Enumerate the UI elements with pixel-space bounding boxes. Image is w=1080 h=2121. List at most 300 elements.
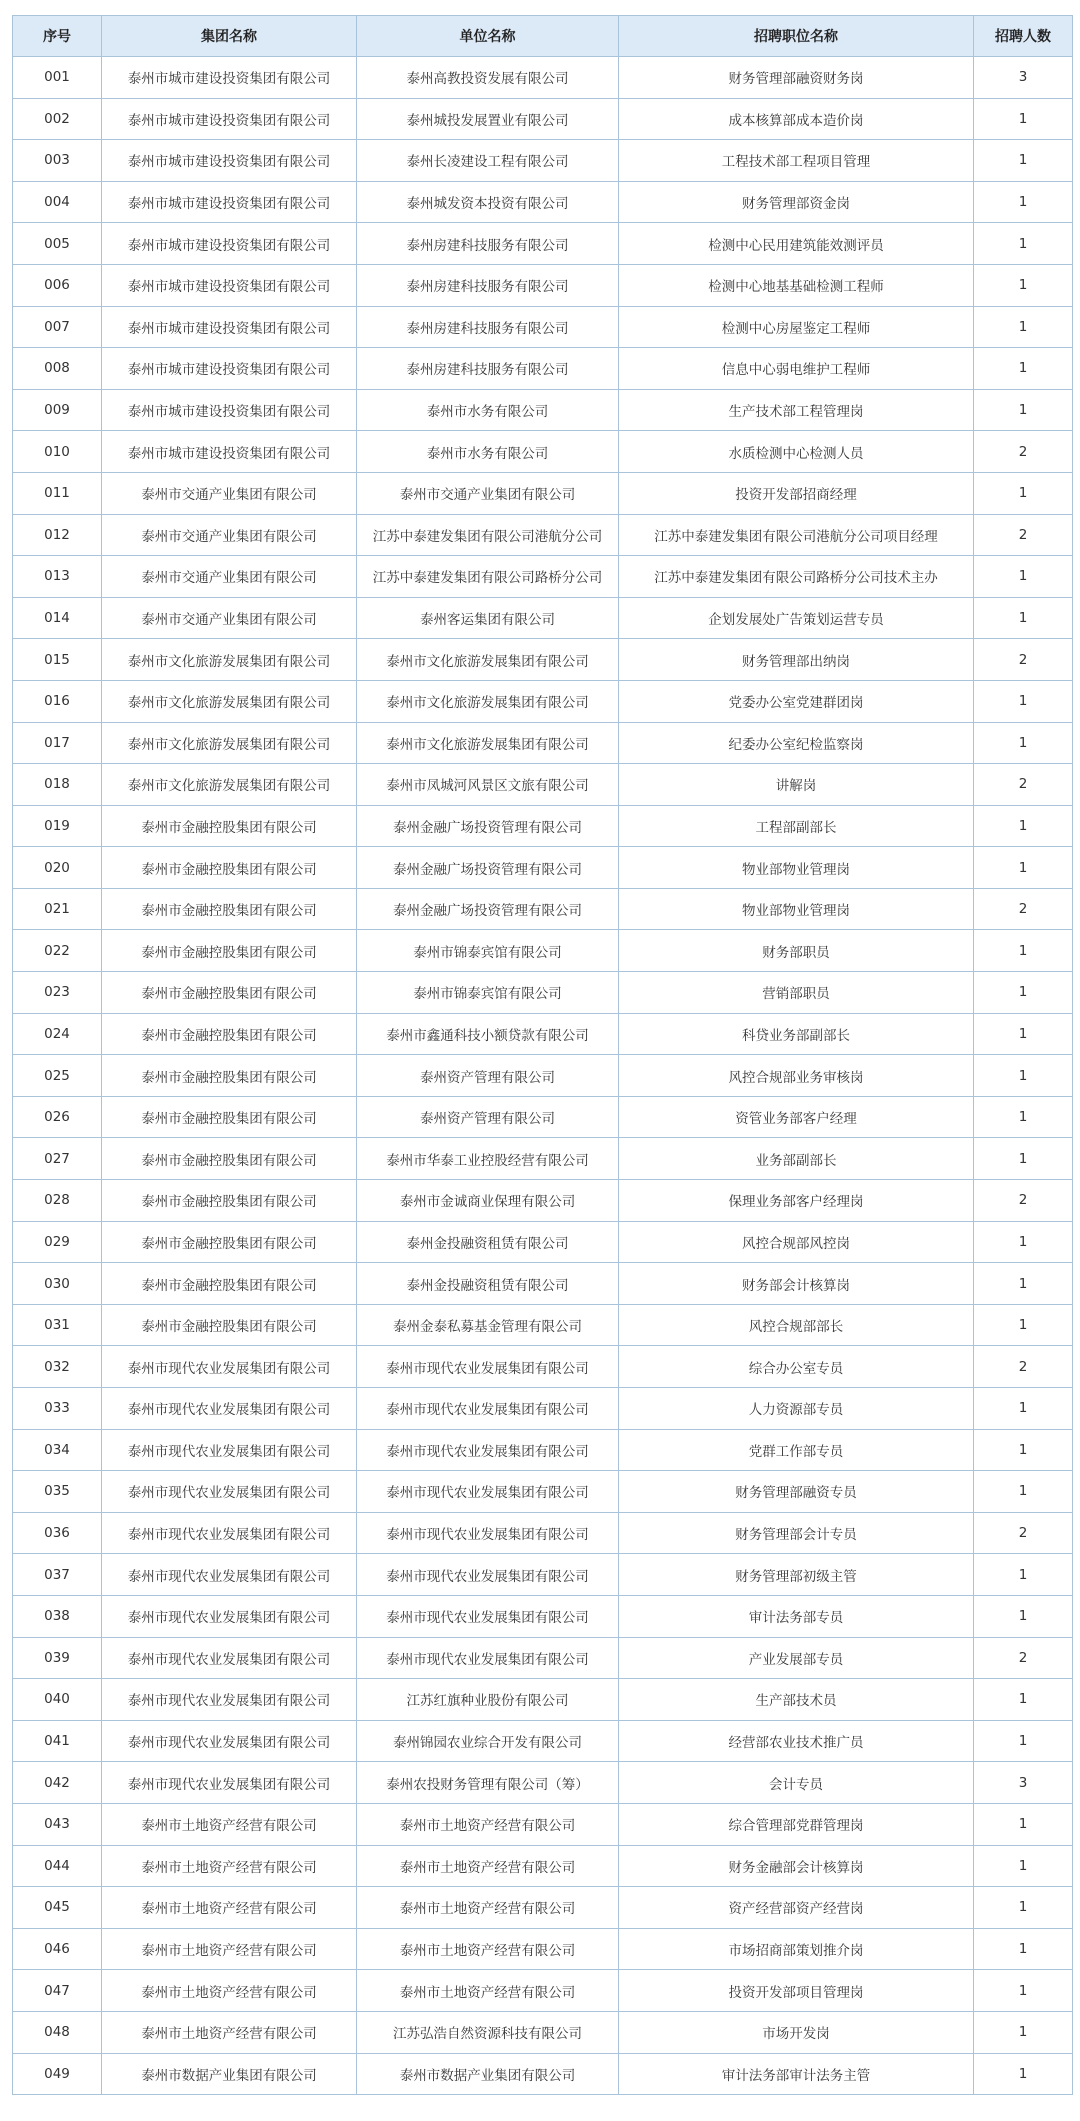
cell-headcount: 2 <box>974 888 1073 930</box>
cell-unit-name: 泰州房建科技服务有限公司 <box>357 348 619 390</box>
cell-serial: 039 <box>13 1637 102 1679</box>
table-row <box>13 181 1073 223</box>
table-row <box>13 2011 1073 2053</box>
cell-group-name: 泰州市金融控股集团有限公司 <box>102 805 357 847</box>
cell-group-name: 泰州市土地资产经营有限公司 <box>102 1928 357 1970</box>
cell-headcount: 1 <box>974 181 1073 223</box>
cell-unit-name: 泰州房建科技服务有限公司 <box>357 223 619 265</box>
cell-serial: 048 <box>13 2011 102 2053</box>
cell-group-name: 泰州市金融控股集团有限公司 <box>102 1221 357 1263</box>
cell-position-name: 会计专员 <box>619 1762 974 1804</box>
cell-headcount: 1 <box>974 1055 1073 1097</box>
cell-unit-name: 泰州市现代农业发展集团有限公司 <box>357 1512 619 1554</box>
cell-headcount: 1 <box>974 847 1073 889</box>
cell-group-name: 泰州市文化旅游发展集团有限公司 <box>102 764 357 806</box>
cell-headcount: 1 <box>974 1554 1073 1596</box>
cell-unit-name: 泰州房建科技服务有限公司 <box>357 306 619 348</box>
cell-position-name: 工程技术部工程项目管理 <box>619 140 974 182</box>
cell-position-name: 物业部物业管理岗 <box>619 888 974 930</box>
cell-group-name: 泰州市土地资产经营有限公司 <box>102 2011 357 2053</box>
cell-headcount: 1 <box>974 1138 1073 1180</box>
cell-group-name: 泰州市城市建设投资集团有限公司 <box>102 57 357 99</box>
cell-headcount: 2 <box>974 1512 1073 1554</box>
cell-headcount: 1 <box>974 930 1073 972</box>
table-row <box>13 1595 1073 1637</box>
cell-serial: 009 <box>13 389 102 431</box>
cell-serial: 008 <box>13 348 102 390</box>
cell-serial: 016 <box>13 680 102 722</box>
cell-unit-name: 泰州市土地资产经营有限公司 <box>357 1970 619 2012</box>
cell-group-name: 泰州市交通产业集团有限公司 <box>102 472 357 514</box>
cell-position-name: 资产经营部资产经营岗 <box>619 1887 974 1929</box>
cell-serial: 001 <box>13 57 102 99</box>
cell-position-name: 产业发展部专员 <box>619 1637 974 1679</box>
cell-headcount: 1 <box>974 556 1073 598</box>
cell-position-name: 检测中心民用建筑能效测评员 <box>619 223 974 265</box>
table-row <box>13 1762 1073 1804</box>
cell-headcount: 2 <box>974 1637 1073 1679</box>
cell-position-name: 信息中心弱电维护工程师 <box>619 348 974 390</box>
table-row <box>13 1429 1073 1471</box>
cell-group-name: 泰州市现代农业发展集团有限公司 <box>102 1512 357 1554</box>
cell-headcount: 2 <box>974 514 1073 556</box>
cell-group-name: 泰州市城市建设投资集团有限公司 <box>102 181 357 223</box>
cell-position-name: 企划发展处广告策划运营专员 <box>619 597 974 639</box>
cell-serial: 022 <box>13 930 102 972</box>
cell-headcount: 2 <box>974 764 1073 806</box>
table-row <box>13 1803 1073 1845</box>
table-row <box>13 1096 1073 1138</box>
cell-unit-name: 泰州市交通产业集团有限公司 <box>357 472 619 514</box>
table-row <box>13 805 1073 847</box>
cell-position-name: 业务部副部长 <box>619 1138 974 1180</box>
cell-unit-name: 泰州资产管理有限公司 <box>357 1055 619 1097</box>
cell-serial: 026 <box>13 1096 102 1138</box>
cell-position-name: 财务管理部融资专员 <box>619 1471 974 1513</box>
cell-serial: 035 <box>13 1471 102 1513</box>
cell-group-name: 泰州市金融控股集团有限公司 <box>102 1304 357 1346</box>
cell-group-name: 泰州市金融控股集团有限公司 <box>102 847 357 889</box>
table-row <box>13 1845 1073 1887</box>
cell-group-name: 泰州市城市建设投资集团有限公司 <box>102 431 357 473</box>
cell-unit-name: 泰州市土地资产经营有限公司 <box>357 1887 619 1929</box>
cell-group-name: 泰州市土地资产经营有限公司 <box>102 1845 357 1887</box>
cell-position-name: 物业部物业管理岗 <box>619 847 974 889</box>
cell-headcount: 1 <box>974 1928 1073 1970</box>
table-row <box>13 140 1073 182</box>
cell-position-name: 财务管理部初级主管 <box>619 1554 974 1596</box>
cell-group-name: 泰州市城市建设投资集团有限公司 <box>102 223 357 265</box>
cell-serial: 024 <box>13 1013 102 1055</box>
table-row <box>13 1221 1073 1263</box>
cell-position-name: 综合办公室专员 <box>619 1346 974 1388</box>
cell-unit-name: 泰州城投发展置业有限公司 <box>357 98 619 140</box>
cell-position-name: 财务部会计核算岗 <box>619 1263 974 1305</box>
cell-position-name: 人力资源部专员 <box>619 1388 974 1430</box>
cell-headcount: 1 <box>974 2053 1073 2095</box>
cell-serial: 029 <box>13 1221 102 1263</box>
cell-unit-name: 泰州市鑫通科技小额贷款有限公司 <box>357 1013 619 1055</box>
table-row <box>13 1138 1073 1180</box>
cell-unit-name: 泰州市锦泰宾馆有限公司 <box>357 930 619 972</box>
cell-position-name: 风控合规部风控岗 <box>619 1221 974 1263</box>
cell-group-name: 泰州市金融控股集团有限公司 <box>102 1263 357 1305</box>
cell-position-name: 党委办公室党建群团岗 <box>619 680 974 722</box>
cell-group-name: 泰州市城市建设投资集团有限公司 <box>102 264 357 306</box>
table-row <box>13 389 1073 431</box>
table-row <box>13 639 1073 681</box>
cell-serial: 023 <box>13 972 102 1014</box>
cell-headcount: 1 <box>974 1096 1073 1138</box>
cell-unit-name: 泰州市金诚商业保理有限公司 <box>357 1180 619 1222</box>
cell-unit-name: 泰州金投融资租赁有限公司 <box>357 1263 619 1305</box>
cell-unit-name: 江苏红旗种业股份有限公司 <box>357 1679 619 1721</box>
cell-headcount: 1 <box>974 1970 1073 2012</box>
table-row <box>13 1512 1073 1554</box>
cell-position-name: 资管业务部客户经理 <box>619 1096 974 1138</box>
cell-unit-name: 泰州金融广场投资管理有限公司 <box>357 805 619 847</box>
cell-serial: 042 <box>13 1762 102 1804</box>
cell-unit-name: 泰州市凤城河风景区文旅有限公司 <box>357 764 619 806</box>
cell-serial: 006 <box>13 264 102 306</box>
cell-serial: 025 <box>13 1055 102 1097</box>
cell-position-name: 成本核算部成本造价岗 <box>619 98 974 140</box>
table-row <box>13 1554 1073 1596</box>
cell-serial: 007 <box>13 306 102 348</box>
cell-headcount: 3 <box>974 57 1073 99</box>
table-row <box>13 888 1073 930</box>
cell-unit-name: 泰州市华泰工业控股经营有限公司 <box>357 1138 619 1180</box>
cell-serial: 018 <box>13 764 102 806</box>
cell-position-name: 保理业务部客户经理岗 <box>619 1180 974 1222</box>
cell-position-name: 检测中心地基基础检测工程师 <box>619 264 974 306</box>
cell-unit-name: 泰州市现代农业发展集团有限公司 <box>357 1388 619 1430</box>
table-row <box>13 1970 1073 2012</box>
cell-unit-name: 泰州市数据产业集团有限公司 <box>357 2053 619 2095</box>
cell-headcount: 1 <box>974 722 1073 764</box>
cell-headcount: 2 <box>974 431 1073 473</box>
cell-group-name: 泰州市土地资产经营有限公司 <box>102 1887 357 1929</box>
cell-group-name: 泰州市文化旅游发展集团有限公司 <box>102 722 357 764</box>
table-row <box>13 1346 1073 1388</box>
cell-serial: 046 <box>13 1928 102 1970</box>
cell-headcount: 1 <box>974 805 1073 847</box>
cell-headcount: 1 <box>974 1471 1073 1513</box>
cell-group-name: 泰州市金融控股集团有限公司 <box>102 972 357 1014</box>
cell-unit-name: 泰州金投融资租赁有限公司 <box>357 1221 619 1263</box>
cell-unit-name: 泰州锦园农业综合开发有限公司 <box>357 1720 619 1762</box>
table-row <box>13 556 1073 598</box>
cell-headcount: 1 <box>974 597 1073 639</box>
cell-position-name: 投资开发部招商经理 <box>619 472 974 514</box>
table-row <box>13 847 1073 889</box>
table-row <box>13 1679 1073 1721</box>
cell-headcount: 1 <box>974 1595 1073 1637</box>
cell-group-name: 泰州市城市建设投资集团有限公司 <box>102 306 357 348</box>
cell-group-name: 泰州市金融控股集团有限公司 <box>102 1055 357 1097</box>
cell-headcount: 1 <box>974 1388 1073 1430</box>
table-row <box>13 1720 1073 1762</box>
cell-group-name: 泰州市交通产业集团有限公司 <box>102 597 357 639</box>
table-row <box>13 1928 1073 1970</box>
cell-unit-name: 泰州市现代农业发展集团有限公司 <box>357 1595 619 1637</box>
cell-serial: 020 <box>13 847 102 889</box>
cell-unit-name: 泰州市土地资产经营有限公司 <box>357 1845 619 1887</box>
cell-serial: 036 <box>13 1512 102 1554</box>
table-header <box>13 16 1073 57</box>
table-row <box>13 1887 1073 1929</box>
cell-unit-name: 泰州市现代农业发展集团有限公司 <box>357 1346 619 1388</box>
table-row <box>13 1263 1073 1305</box>
cell-serial: 049 <box>13 2053 102 2095</box>
cell-unit-name: 泰州金融广场投资管理有限公司 <box>357 847 619 889</box>
cell-position-name: 风控合规部部长 <box>619 1304 974 1346</box>
table-row <box>13 2053 1073 2095</box>
cell-position-name: 财务管理部会计专员 <box>619 1512 974 1554</box>
table-row <box>13 223 1073 265</box>
cell-headcount: 1 <box>974 1887 1073 1929</box>
header-headcount: 招聘人数 <box>974 16 1073 57</box>
cell-unit-name: 泰州高教投资发展有限公司 <box>357 57 619 99</box>
cell-unit-name: 泰州市土地资产经营有限公司 <box>357 1928 619 1970</box>
cell-headcount: 2 <box>974 1180 1073 1222</box>
cell-serial: 045 <box>13 1887 102 1929</box>
cell-unit-name: 泰州市文化旅游发展集团有限公司 <box>357 722 619 764</box>
cell-position-name: 市场招商部策划推介岗 <box>619 1928 974 1970</box>
cell-unit-name: 泰州金融广场投资管理有限公司 <box>357 888 619 930</box>
cell-headcount: 1 <box>974 389 1073 431</box>
cell-group-name: 泰州市金融控股集团有限公司 <box>102 1180 357 1222</box>
cell-headcount: 1 <box>974 223 1073 265</box>
cell-serial: 014 <box>13 597 102 639</box>
cell-unit-name: 泰州市文化旅游发展集团有限公司 <box>357 639 619 681</box>
cell-unit-name: 泰州农投财务管理有限公司（筹） <box>357 1762 619 1804</box>
cell-position-name: 投资开发部项目管理岗 <box>619 1970 974 2012</box>
cell-headcount: 1 <box>974 2011 1073 2053</box>
cell-group-name: 泰州市现代农业发展集团有限公司 <box>102 1595 357 1637</box>
cell-group-name: 泰州市现代农业发展集团有限公司 <box>102 1346 357 1388</box>
cell-group-name: 泰州市金融控股集团有限公司 <box>102 930 357 972</box>
table-row <box>13 57 1073 99</box>
cell-group-name: 泰州市现代农业发展集团有限公司 <box>102 1762 357 1804</box>
table-row <box>13 597 1073 639</box>
cell-unit-name: 泰州市土地资产经营有限公司 <box>357 1803 619 1845</box>
cell-group-name: 泰州市现代农业发展集团有限公司 <box>102 1554 357 1596</box>
cell-unit-name: 泰州市现代农业发展集团有限公司 <box>357 1637 619 1679</box>
cell-group-name: 泰州市金融控股集团有限公司 <box>102 888 357 930</box>
cell-group-name: 泰州市现代农业发展集团有限公司 <box>102 1388 357 1430</box>
cell-headcount: 1 <box>974 1304 1073 1346</box>
cell-group-name: 泰州市土地资产经营有限公司 <box>102 1970 357 2012</box>
table-row <box>13 472 1073 514</box>
cell-position-name: 检测中心房屋鉴定工程师 <box>619 306 974 348</box>
table-row <box>13 1388 1073 1430</box>
cell-unit-name: 江苏中泰建发集团有限公司港航分公司 <box>357 514 619 556</box>
cell-group-name: 泰州市城市建设投资集团有限公司 <box>102 98 357 140</box>
cell-position-name: 审计法务部审计法务主管 <box>619 2053 974 2095</box>
table-row <box>13 306 1073 348</box>
cell-position-name: 生产部技术员 <box>619 1679 974 1721</box>
table-row <box>13 348 1073 390</box>
cell-headcount: 1 <box>974 1429 1073 1471</box>
cell-serial: 032 <box>13 1346 102 1388</box>
cell-group-name: 泰州市文化旅游发展集团有限公司 <box>102 639 357 681</box>
table-row <box>13 1180 1073 1222</box>
cell-position-name: 财务管理部资金岗 <box>619 181 974 223</box>
cell-serial: 017 <box>13 722 102 764</box>
table-row <box>13 972 1073 1014</box>
cell-group-name: 泰州市现代农业发展集团有限公司 <box>102 1679 357 1721</box>
cell-position-name: 财务部职员 <box>619 930 974 972</box>
cell-group-name: 泰州市现代农业发展集团有限公司 <box>102 1429 357 1471</box>
table-body <box>13 57 1073 2095</box>
cell-headcount: 1 <box>974 1845 1073 1887</box>
cell-group-name: 泰州市金融控股集团有限公司 <box>102 1013 357 1055</box>
cell-headcount: 1 <box>974 1221 1073 1263</box>
cell-serial: 010 <box>13 431 102 473</box>
header-position-name: 招聘职位名称 <box>619 16 974 57</box>
cell-unit-name: 江苏中泰建发集团有限公司路桥分公司 <box>357 556 619 598</box>
cell-serial: 040 <box>13 1679 102 1721</box>
table-row <box>13 764 1073 806</box>
cell-headcount: 1 <box>974 972 1073 1014</box>
header-group-name: 集团名称 <box>102 16 357 57</box>
cell-unit-name: 泰州资产管理有限公司 <box>357 1096 619 1138</box>
table-row <box>13 680 1073 722</box>
cell-serial: 015 <box>13 639 102 681</box>
cell-position-name: 风控合规部业务审核岗 <box>619 1055 974 1097</box>
cell-unit-name: 泰州市文化旅游发展集团有限公司 <box>357 680 619 722</box>
cell-position-name: 市场开发岗 <box>619 2011 974 2053</box>
cell-serial: 034 <box>13 1429 102 1471</box>
cell-position-name: 财务管理部融资财务岗 <box>619 57 974 99</box>
cell-headcount: 1 <box>974 1679 1073 1721</box>
cell-serial: 004 <box>13 181 102 223</box>
cell-position-name: 生产技术部工程管理岗 <box>619 389 974 431</box>
cell-position-name: 纪委办公室纪检监察岗 <box>619 722 974 764</box>
cell-serial: 005 <box>13 223 102 265</box>
cell-position-name: 财务金融部会计核算岗 <box>619 1845 974 1887</box>
cell-group-name: 泰州市交通产业集团有限公司 <box>102 556 357 598</box>
cell-group-name: 泰州市城市建设投资集团有限公司 <box>102 389 357 431</box>
cell-unit-name: 泰州房建科技服务有限公司 <box>357 264 619 306</box>
cell-unit-name: 泰州市水务有限公司 <box>357 389 619 431</box>
cell-serial: 030 <box>13 1263 102 1305</box>
cell-unit-name: 泰州市水务有限公司 <box>357 431 619 473</box>
cell-unit-name: 泰州客运集团有限公司 <box>357 597 619 639</box>
cell-headcount: 1 <box>974 98 1073 140</box>
cell-headcount: 1 <box>974 1263 1073 1305</box>
table-row <box>13 1471 1073 1513</box>
cell-unit-name: 泰州市锦泰宾馆有限公司 <box>357 972 619 1014</box>
header-row <box>13 16 1073 57</box>
cell-group-name: 泰州市现代农业发展集团有限公司 <box>102 1637 357 1679</box>
cell-unit-name: 泰州市现代农业发展集团有限公司 <box>357 1554 619 1596</box>
cell-serial: 028 <box>13 1180 102 1222</box>
cell-position-name: 工程部副部长 <box>619 805 974 847</box>
header-unit-name: 单位名称 <box>357 16 619 57</box>
cell-serial: 037 <box>13 1554 102 1596</box>
cell-group-name: 泰州市文化旅游发展集团有限公司 <box>102 680 357 722</box>
cell-group-name: 泰州市交通产业集团有限公司 <box>102 514 357 556</box>
table-row <box>13 431 1073 473</box>
cell-group-name: 泰州市城市建设投资集团有限公司 <box>102 140 357 182</box>
cell-headcount: 1 <box>974 1013 1073 1055</box>
cell-serial: 021 <box>13 888 102 930</box>
table-row <box>13 722 1073 764</box>
cell-group-name: 泰州市金融控股集团有限公司 <box>102 1138 357 1180</box>
cell-position-name: 综合管理部党群管理岗 <box>619 1803 974 1845</box>
cell-serial: 002 <box>13 98 102 140</box>
header-serial: 序号 <box>13 16 102 57</box>
cell-serial: 043 <box>13 1803 102 1845</box>
recruitment-table <box>12 15 1073 2095</box>
cell-group-name: 泰州市数据产业集团有限公司 <box>102 2053 357 2095</box>
cell-group-name: 泰州市现代农业发展集团有限公司 <box>102 1471 357 1513</box>
cell-headcount: 2 <box>974 1346 1073 1388</box>
cell-position-name: 审计法务部专员 <box>619 1595 974 1637</box>
cell-unit-name: 泰州城发资本投资有限公司 <box>357 181 619 223</box>
cell-group-name: 泰州市城市建设投资集团有限公司 <box>102 348 357 390</box>
cell-serial: 047 <box>13 1970 102 2012</box>
cell-unit-name: 泰州长凌建设工程有限公司 <box>357 140 619 182</box>
cell-headcount: 2 <box>974 639 1073 681</box>
cell-headcount: 1 <box>974 140 1073 182</box>
cell-headcount: 1 <box>974 472 1073 514</box>
cell-unit-name: 泰州金泰私募基金管理有限公司 <box>357 1304 619 1346</box>
cell-position-name: 营销部职员 <box>619 972 974 1014</box>
cell-position-name: 党群工作部专员 <box>619 1429 974 1471</box>
cell-headcount: 1 <box>974 264 1073 306</box>
cell-headcount: 1 <box>974 1720 1073 1762</box>
table-row <box>13 514 1073 556</box>
cell-serial: 031 <box>13 1304 102 1346</box>
cell-position-name: 财务管理部出纳岗 <box>619 639 974 681</box>
table-row <box>13 1637 1073 1679</box>
cell-headcount: 1 <box>974 680 1073 722</box>
cell-group-name: 泰州市土地资产经营有限公司 <box>102 1803 357 1845</box>
cell-serial: 003 <box>13 140 102 182</box>
cell-serial: 041 <box>13 1720 102 1762</box>
cell-serial: 019 <box>13 805 102 847</box>
cell-serial: 013 <box>13 556 102 598</box>
cell-serial: 033 <box>13 1388 102 1430</box>
table-row <box>13 1304 1073 1346</box>
table-row <box>13 1055 1073 1097</box>
cell-headcount: 1 <box>974 1803 1073 1845</box>
table-row <box>13 98 1073 140</box>
cell-serial: 044 <box>13 1845 102 1887</box>
cell-position-name: 水质检测中心检测人员 <box>619 431 974 473</box>
cell-headcount: 1 <box>974 348 1073 390</box>
cell-serial: 011 <box>13 472 102 514</box>
table-row <box>13 930 1073 972</box>
cell-headcount: 1 <box>974 306 1073 348</box>
cell-group-name: 泰州市现代农业发展集团有限公司 <box>102 1720 357 1762</box>
cell-unit-name: 泰州市现代农业发展集团有限公司 <box>357 1471 619 1513</box>
cell-serial: 027 <box>13 1138 102 1180</box>
cell-serial: 038 <box>13 1595 102 1637</box>
cell-group-name: 泰州市金融控股集团有限公司 <box>102 1096 357 1138</box>
cell-position-name: 科贷业务部副部长 <box>619 1013 974 1055</box>
table-row <box>13 1013 1073 1055</box>
cell-position-name: 江苏中泰建发集团有限公司路桥分公司技术主办 <box>619 556 974 598</box>
cell-unit-name: 泰州市现代农业发展集团有限公司 <box>357 1429 619 1471</box>
cell-unit-name: 江苏弘浩自然资源科技有限公司 <box>357 2011 619 2053</box>
cell-serial: 012 <box>13 514 102 556</box>
cell-headcount: 3 <box>974 1762 1073 1804</box>
table-row <box>13 264 1073 306</box>
